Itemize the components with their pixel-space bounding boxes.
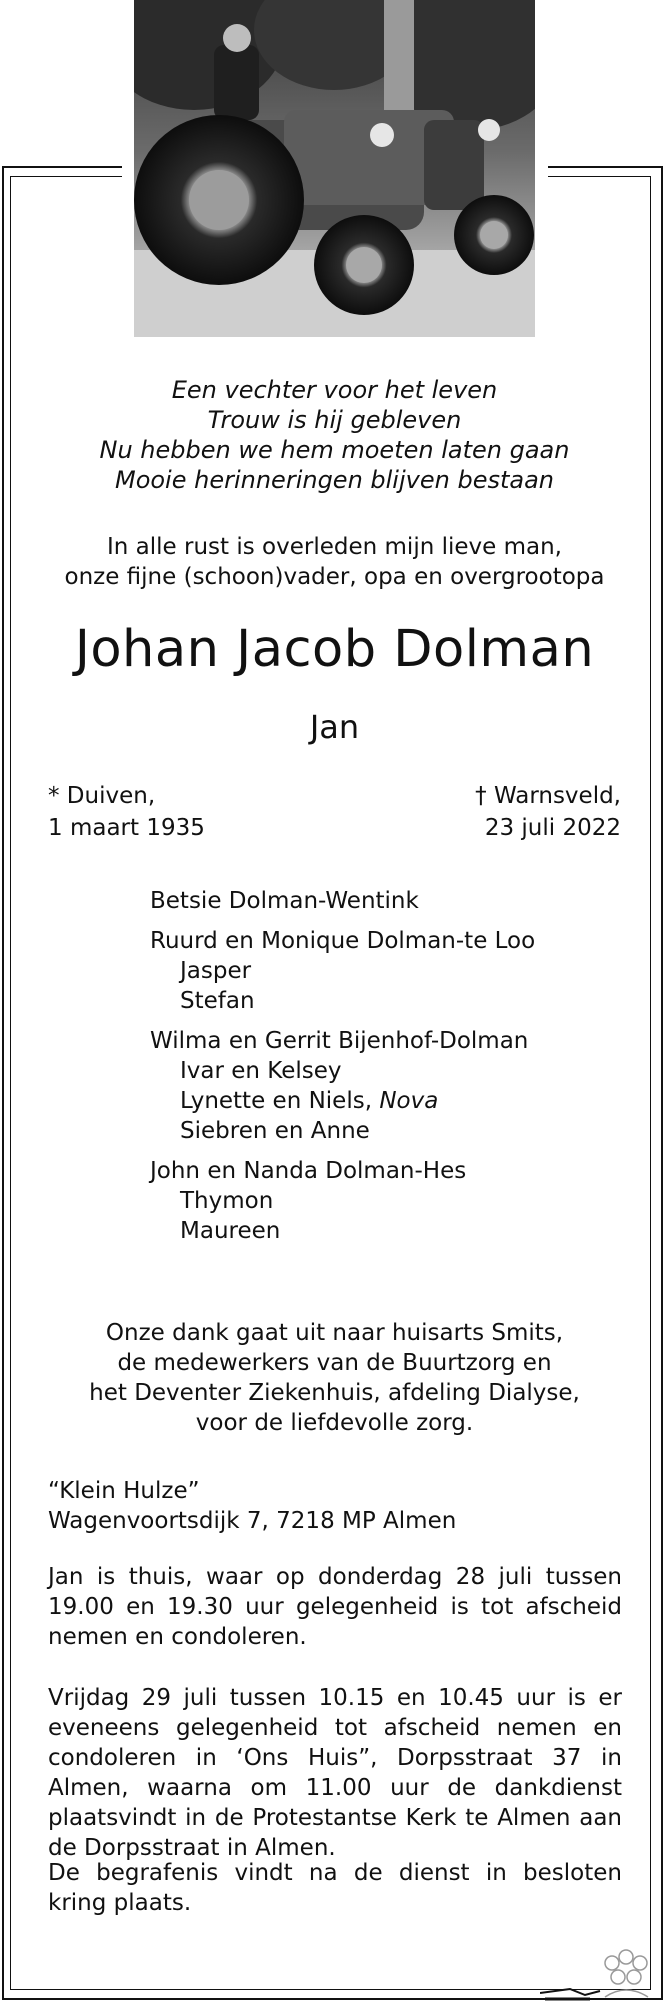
thanks-line: voor de liefdevolle zorg.: [195, 1410, 474, 1436]
family-child: [150, 1086, 535, 1116]
deceased-nickname: Jan: [309, 708, 360, 746]
house-name: “Klein Hulze”: [48, 1478, 200, 1504]
correspondence-address: [48, 1476, 622, 1536]
family-child: Siebren en Anne: [180, 1118, 370, 1144]
death-place: † Warnsveld,: [475, 783, 621, 809]
family-group: [150, 926, 535, 1016]
deceased-name: Johan Jacob Dolman: [74, 620, 595, 679]
family-parents: Wilma en Gerrit Bijenhof-Dolman: [150, 1028, 529, 1054]
street-address: Wagenvoortsdijk 7, 7218 MP Almen: [48, 1508, 457, 1534]
family-parents: Ruurd en Monique Dolman-te Loo: [150, 928, 536, 954]
announcement-intro: [0, 532, 669, 592]
poem-line: Trouw is hij gebleven: [207, 406, 462, 434]
thanks-line: het Deventer Ziekenhuis, afdeling Dialyse,: [89, 1380, 580, 1406]
family-parents: John en Nanda Dolman-Hes: [150, 1158, 467, 1184]
birth-date: 1 maart 1935: [48, 815, 205, 841]
family-child: Stefan: [180, 988, 255, 1014]
thanks-line: de medewerkers van de Buurtzorg en: [117, 1350, 552, 1376]
family-child-names: Lynette en Niels,: [180, 1088, 373, 1114]
poem: [0, 375, 669, 495]
family-child: Maureen: [180, 1218, 281, 1244]
family-child: Jasper: [180, 958, 252, 984]
poem-line: Mooie herinneringen blijven bestaan: [114, 466, 554, 494]
burial-paragraph: De begrafenis vindt na de dienst in besloten kring plaats.: [48, 1860, 622, 1916]
birth-place: * Duiven,: [48, 783, 156, 809]
tractor-photo: [134, 0, 535, 337]
intro-line: onze fijne (schoon)vader, opa en overgrootopa: [64, 564, 605, 590]
birth-info: [48, 780, 205, 844]
service-paragraph: Vrijdag 29 juli tussen 10.15 en 10.45 uur is er eveneens gelegenheid tot afscheid nemen en condoleren in ‘Ons Huis”, Dorpsstraat 37 in Almen, waarna om 11.00 uur de dankdienst plaatsvindt in de Protestantse Kerk te Almen aan de Dorpsstraat in Almen.: [48, 1685, 622, 1861]
spouse: Betsie Dolman-Wentink: [150, 888, 419, 914]
thanks-line: Onze dank gaat uit naar huisarts Smits,: [105, 1320, 564, 1346]
family-group: [150, 1026, 535, 1146]
family-child: Thymon: [180, 1188, 274, 1214]
poem-line: Een vechter voor het leven: [171, 376, 498, 404]
death-date: 23 juli 2022: [484, 815, 621, 841]
family-list: [150, 886, 535, 1256]
poem-line: Nu hebben we hem moeten laten gaan: [99, 436, 570, 464]
intro-line: In alle rust is overleden mijn lieve man,: [107, 534, 562, 560]
family-child: Ivar en Kelsey: [180, 1058, 342, 1084]
family-group: [150, 1156, 535, 1246]
thanks-text: [0, 1318, 669, 1438]
funeral-service-logo-icon: [540, 1945, 660, 2005]
great-grandchild: Nova: [379, 1088, 439, 1114]
visitation-paragraph: Jan is thuis, waar op donderdag 28 juli tussen 19.00 en 19.30 uur gelegenheid is tot afscheid nemen en condoleren.: [48, 1564, 622, 1650]
death-info: [475, 780, 621, 844]
